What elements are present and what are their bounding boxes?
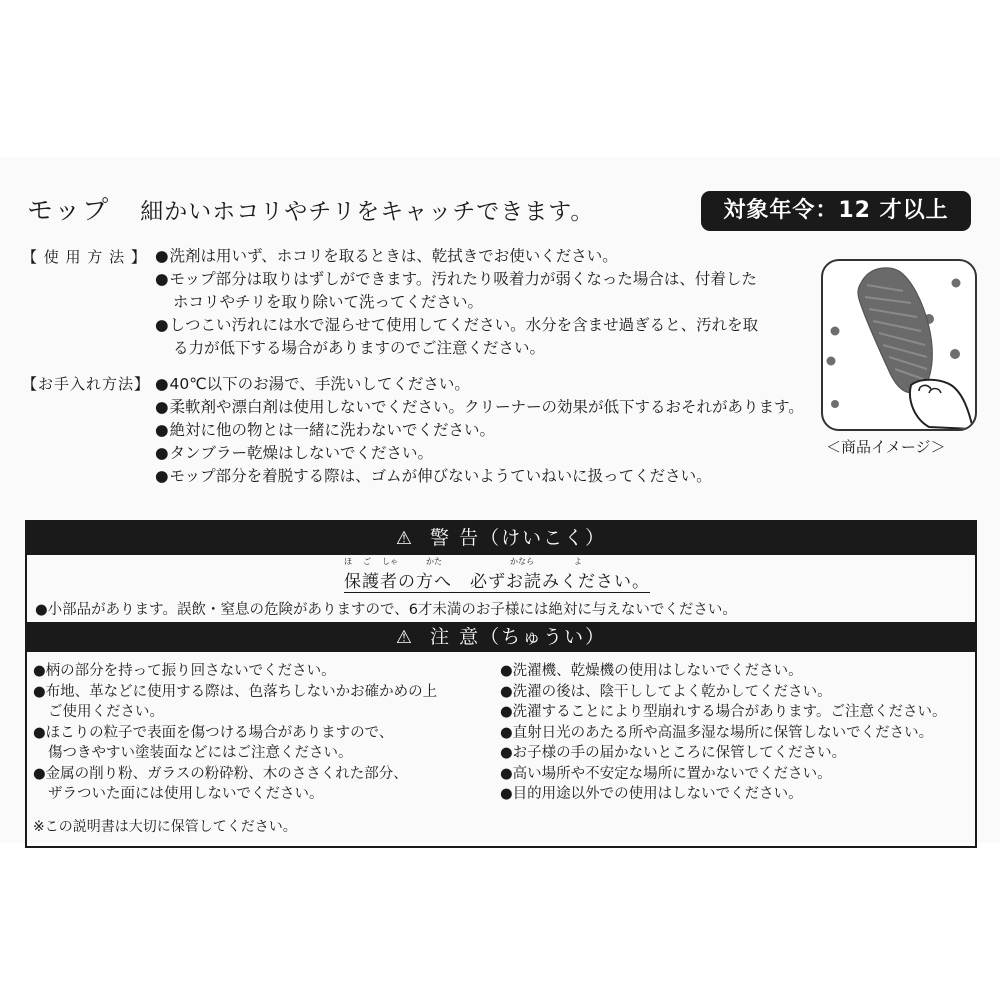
product-title: モップ 細かいホコリやチリをキャッチできます。 [27,196,595,226]
caution-right-line: ● お子様の手の届かないところに保管してください。 [500,741,846,762]
care-line: ● 40℃以下のお湯で、手洗いしてください。 [155,372,470,394]
caution-left-line: ● 金属の削り粉、ガラスの粉砕粉、木のささくれた部分、 [33,762,408,783]
caution-right-line: ● 洗濯機、乾燥機の使用はしないでください。 [500,659,803,680]
warning-box [25,520,977,848]
usage-line: ● 洗剤は用いず、ホコリを取るときは、乾拭きでお使いください。 [155,244,618,266]
image-caption: ＜商品イメージ＞ [826,438,946,456]
caution-right-line: ● 目的用途以外での使用はしないでください。 [500,782,803,803]
caution-triangle-icon: ⚠ [395,627,415,648]
guardian-note: 保護者の方へ 必ずお読みください。 [344,567,650,593]
footnote: ※この説明書は大切に保管してください。 [33,819,297,835]
usage-line: る力が低下する場合がありますのでご注意ください。 [173,339,546,357]
care-line: ● モップ部分を着脱する際は、ゴムが伸びないようていねいに扱ってください。 [155,464,712,486]
mop-illustration [823,261,975,429]
caution-left-line: ● 柄の部分を持って振り回さないでください。 [33,659,336,680]
care-line: ● タンブラー乾燥はしないでください。 [155,441,433,463]
caution-left-line: 傷つきやすい塗装面などにはご注意ください。 [48,745,353,761]
usage-label: 【 使 用 方 法 】 [22,248,147,266]
product-image [821,259,977,431]
usage-line: ● しつこい汚れには水で湿らせて使用してください。水分を含ませ過ぎると、汚れを取 [155,313,758,335]
ruby-yo: よ [574,557,582,566]
care-line: ● 絶対に他の物とは一緒に洗わないでください。 [155,418,495,440]
usage-line: ● モップ部分は取りはずしができます。汚れたり吸着力が弱くなった場合は、付着した [155,267,757,289]
care-label: 【お手入れ方法】 [22,375,151,393]
warning-triangle-icon: ⚠ [395,528,415,549]
product-subtitle: 細かいホコリやチリをキャッチできます。 [140,199,595,225]
ruby-sha: しゃ [382,557,398,566]
caution-right-line: ● 洗濯の後は、陰干ししてよく乾かしてください。 [500,680,832,701]
care-line: ● 柔軟剤や漂白剤は使用しないでください。クリーナーの効果が低下するおそれがあります。 [155,395,804,417]
warning-line: ● 小部品があります。誤飲・窒息の危険がありますので、6才未満のお子様には絶対に与えないでください。 [35,598,737,619]
caution-left-line: ● 布地、革などに使用する際は、色落ちしないかお確かめの上 [33,680,437,701]
ruby-kata: かた [426,557,442,566]
ruby-ho: ほ [344,557,352,566]
caution-left-line: ザラついた面には使用しないでください。 [48,786,324,802]
caution-left-line: ● ほこりの粒子で表面を傷つける場合がありますので、 [33,721,393,742]
caution-right-line: ● 洗濯することにより型崩れする場合があります。ご注意ください。 [500,700,947,721]
ruby-kanara: かなら [510,557,534,566]
caution-right-line: ● 高い場所や不安定な場所に置かないでください。 [500,762,832,783]
warning-header: ⚠ 警 告（けいこく） [27,522,975,555]
age-badge: 対象年令：12 才以上 [701,191,971,231]
caution-header: ⚠ 注 意（ちゅうい） [27,622,975,652]
ruby-go: ご [363,557,371,566]
caution-left-line: ご使用ください。 [48,704,164,720]
caution-right-line: ● 直射日光のあたる所や高温多湿な場所に保管しないでください。 [500,721,933,742]
usage-line: ホコリやチリを取り除いて洗ってください。 [173,293,484,311]
